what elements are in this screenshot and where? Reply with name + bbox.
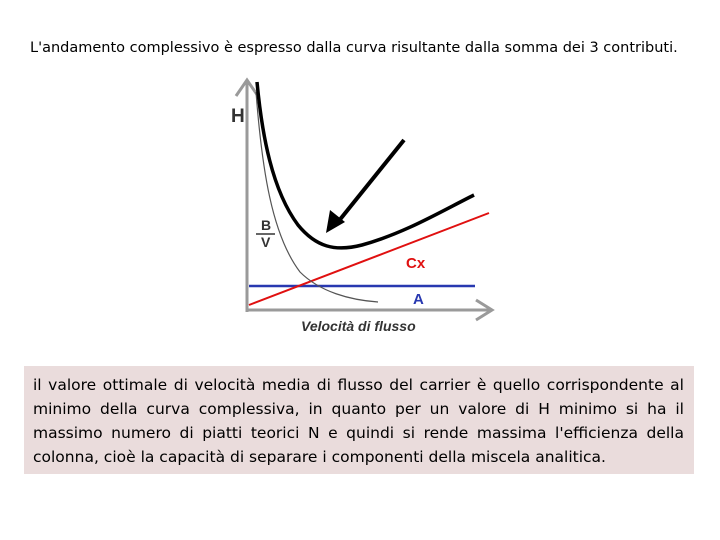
minimum-arrow-shaft: [338, 140, 404, 222]
minimum-arrow-head: [326, 210, 345, 233]
b-label: B: [261, 217, 272, 233]
total-curve: [257, 82, 474, 248]
explanation-text: il valore ottimale di velocità media di flusso del carrier è quello corrispondente al minimo della curva complessiva, in quanto per un valore di H minimo si ha il massimo numero di piatti teorici N e quindi si rende massima l'efficienza della colonna, cioè la capacità di separare i componenti della miscela analitica.: [33, 376, 684, 466]
v-label: V: [261, 234, 271, 250]
cx-label: Cx: [406, 255, 426, 272]
intro-text: L'andamento complessivo è espresso dalla curva risultante dalla somma dei 3 contributi.: [30, 40, 678, 56]
x-axis-label: Velocità di flusso: [301, 318, 416, 334]
a-label: A: [413, 291, 424, 308]
explanation-box: [24, 366, 694, 474]
cx-term-line: [249, 213, 489, 305]
y-axis-label: H: [231, 106, 245, 127]
